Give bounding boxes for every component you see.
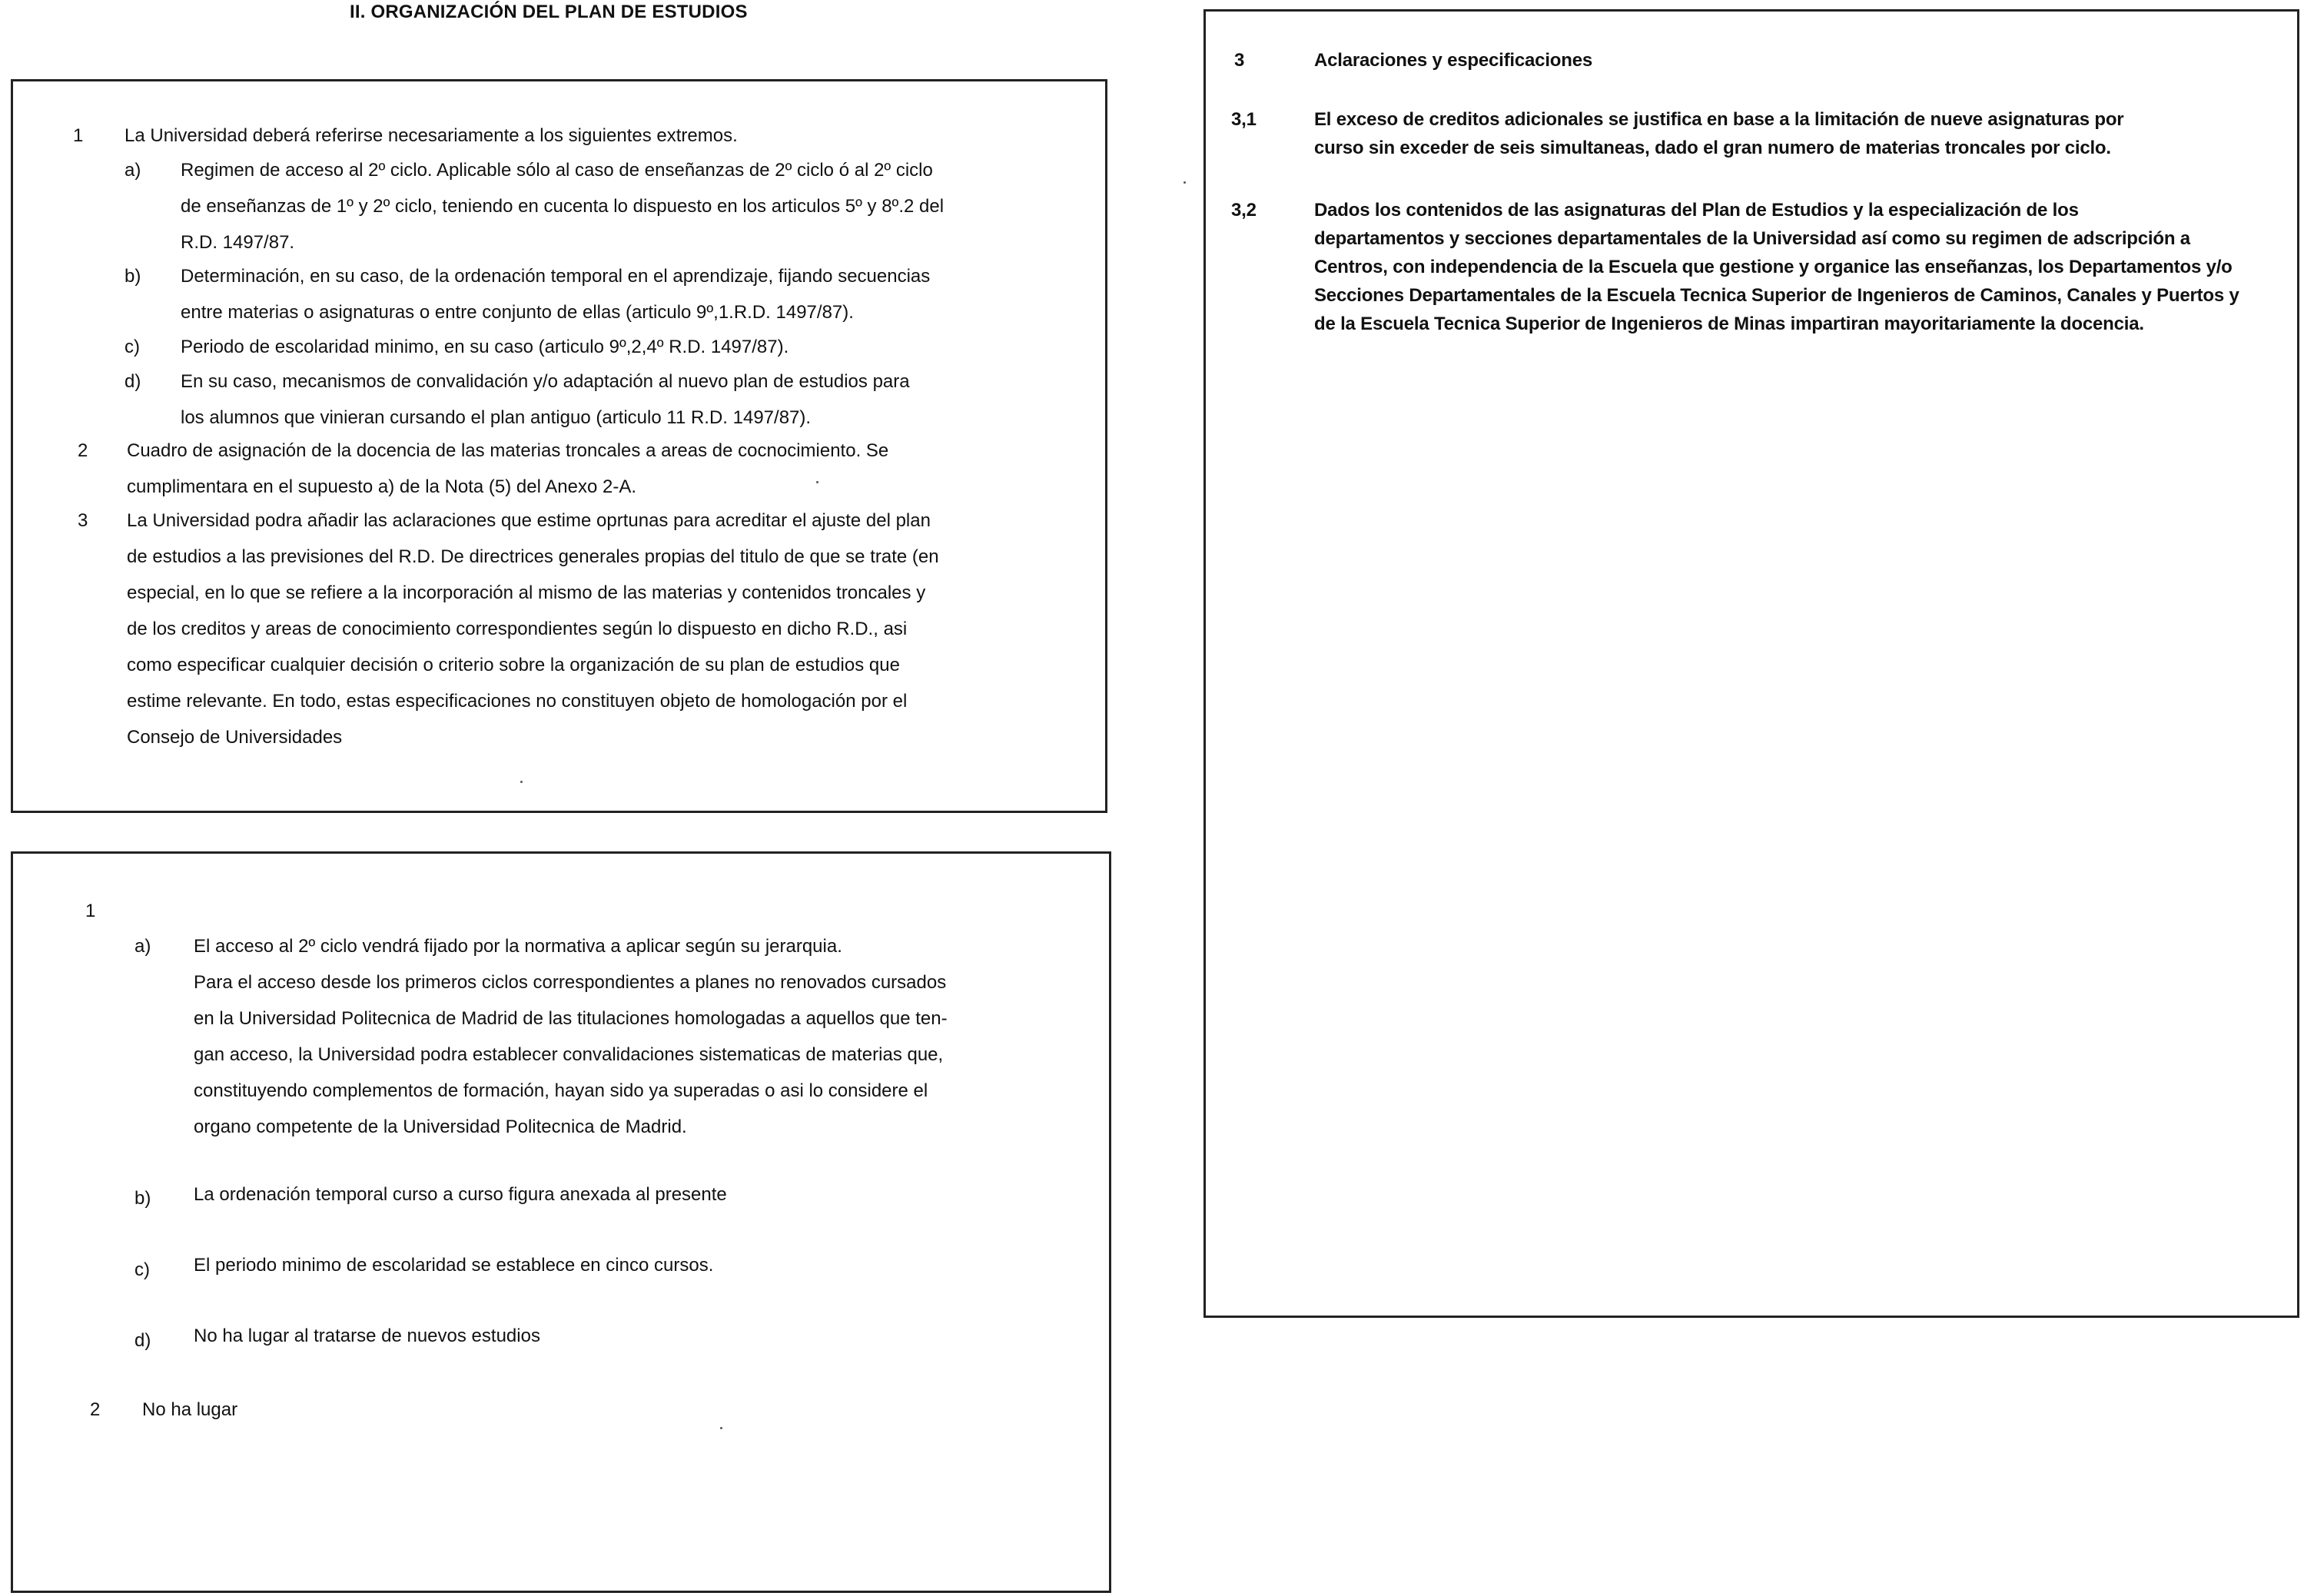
scan-speck — [816, 481, 818, 483]
page-title: II. ORGANIZACIÓN DEL PLAN DE ESTUDIOS — [350, 2, 748, 22]
sub-text: No ha lugar al tratarse de nuevos estudios — [194, 1326, 540, 1346]
sub-letter: b) — [134, 1188, 151, 1209]
sub-letter: c) — [134, 1259, 150, 1280]
sub-text: El acceso al 2º ciclo vendrá fijado por la normativa a aplicar según su jerarquia. Para el acceso desde los primeros ciclos correspondientes a planes no renovados cursados en la Universidad Politecnica de Madrid de las titulaciones homologadas a aquellos que ten- gan acceso, la Universidad podra establecer convalidaciones sistematicas de materias que, constituyendo complementos de formación, hayan sido ya superadas o asi lo considere el organo competente de la Universidad Politecnica de Madrid. — [194, 936, 948, 1137]
paragraph-text: Dados los contenidos de las asignaturas del Plan de Estudios y la especialización de los departamentos y secciones departamentales de la Universidad así como su regimen de adscripción a Centros, con independencia de la Escuela que gestione y organice las enseñanzas, los Departamentos y/o Secciones Departamentales de la Escuela Tecnica Superior de Ingenieros de Caminos, Canales y Puertos y de la Escuela Tecnica Superior de Ingenieros de Minas impartiran mayoritariamente la docencia. — [1314, 200, 2239, 334]
sub-text: Periodo de escolaridad minimo, en su caso (articulo 9º,2,4º R.D. 1497/87). — [181, 337, 789, 357]
sub-text: En su caso, mecanismos de convalidación y/o adaptación al nuevo plan de estudios para los alumnos que vinieran cursando el plan antiguo (articulo 11 R.D. 1497/87). — [181, 371, 910, 428]
sub-text: La ordenación temporal curso a curso figura anexada al presente — [194, 1184, 727, 1205]
item-number: 2 — [78, 440, 88, 461]
sub-letter: b) — [124, 266, 141, 287]
scan-speck — [720, 1427, 722, 1429]
item-text: La Universidad podra añadir las aclaraciones que estime oprtunas para acreditar el ajuste del plan de estudios a las previsiones del R.D. De directrices generales propias del titulo de que se trate (en especial, en lo que se refiere a la incorporación al mismo de las materias y contenidos troncales y de los creditos y areas de conocimiento correspondientes según lo dispuesto en dicho R.D., asi como especificar cualquier decisión o criterio sobre la organización de su plan de estudios que estime relevante. En todo, estas especificaciones no constituyen objeto de homologación por el Consejo de Universidades — [127, 510, 939, 748]
sub-text: Determinación, en su caso, de la ordenación temporal en el aprendizaje, fijando secuencias entre materias o asignaturas o entre conjunto de ellas (articulo 9º,1.R.D. 1497/87). — [181, 266, 931, 323]
paragraph-number: 3,1 — [1231, 109, 1257, 130]
paragraph-text: El exceso de creditos adicionales se justifica en base a la limitación de nueve asignaturas por curso sin exceder de seis simultaneas, dado el gran numero de materias troncales por ciclo. — [1314, 109, 2124, 158]
sub-letter: c) — [124, 337, 140, 357]
sub-text: El periodo minimo de escolaridad se establece en cinco cursos. — [194, 1255, 714, 1276]
section-heading: Aclaraciones y especificaciones — [1314, 50, 1593, 71]
clarifications-box — [1203, 9, 2299, 1318]
scan-speck — [520, 781, 523, 783]
item-number: 3 — [78, 510, 88, 531]
item-number: 2 — [90, 1399, 101, 1420]
sub-letter: d) — [124, 371, 141, 392]
paragraph-number: 3,2 — [1231, 200, 1257, 221]
item-text: Cuadro de asignación de la docencia de las materias troncales a areas de cocnocimiento. Se cumplimentara en el supuesto a) de la Nota (5) del Anexo 2-A. — [127, 440, 889, 497]
item-text: La Universidad deberá referirse necesariamente a los siguientes extremos. — [124, 125, 738, 146]
sub-letter: a) — [124, 160, 141, 181]
answers-box — [11, 851, 1111, 1593]
item-number: 1 — [73, 125, 84, 146]
item-number: 1 — [85, 901, 96, 921]
scan-speck — [1184, 181, 1186, 184]
instructions-box — [11, 79, 1107, 813]
section-number: 3 — [1234, 50, 1245, 71]
item-text: No ha lugar — [142, 1399, 238, 1420]
sub-letter: d) — [134, 1330, 151, 1351]
sub-text: Regimen de acceso al 2º ciclo. Aplicable sólo al caso de enseñanzas de 2º ciclo ó al 2º ciclo de enseñanzas de 1º y 2º ciclo, teniendo en cucenta lo dispuesto en los articulos 5º y 8º.2 del R.D. 1497/87. — [181, 160, 945, 253]
sub-letter: a) — [134, 936, 151, 957]
